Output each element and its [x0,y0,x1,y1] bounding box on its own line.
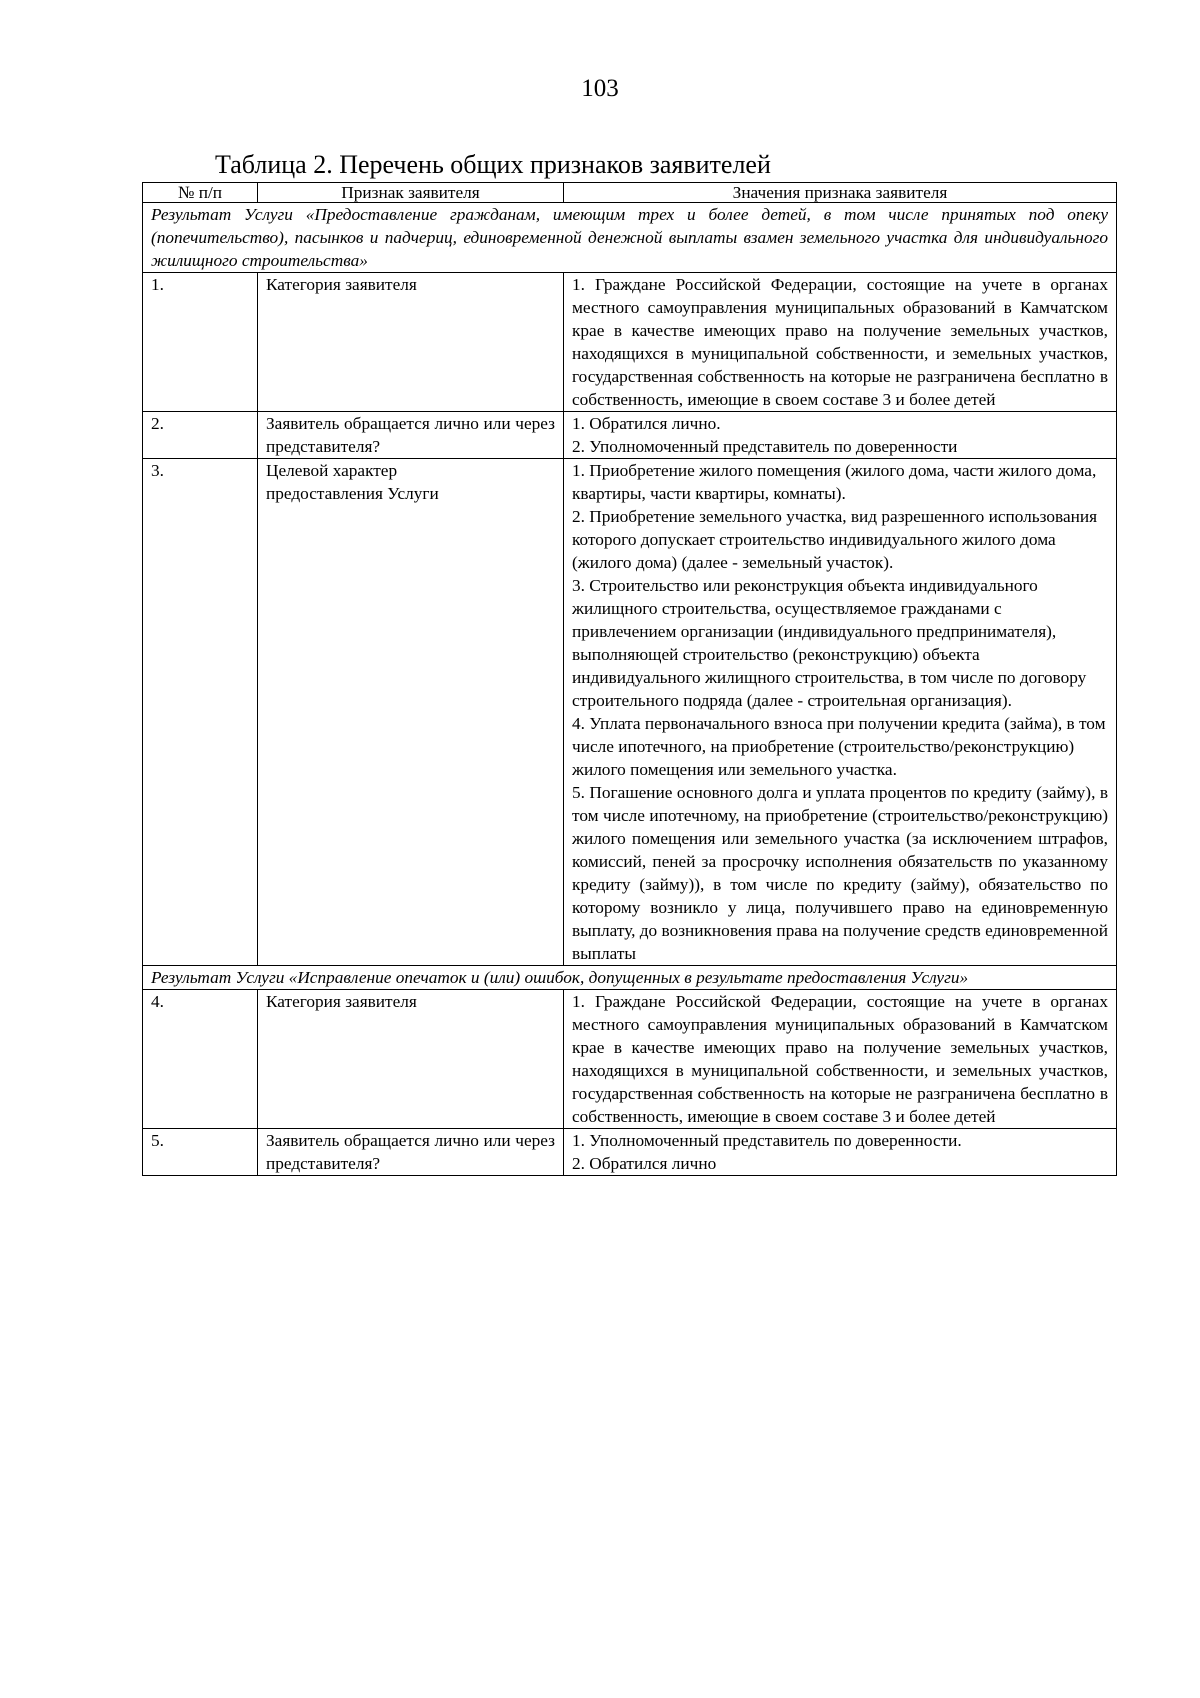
value-item: 2. Уполномоченный представитель по доверенности [572,437,958,456]
row-feature: Заявитель обращается лично или через представителя? [258,412,564,459]
row-number: 1. [143,273,258,412]
row-values [564,273,1117,412]
section-row [143,966,1117,990]
value-item: 1. Граждане Российской Федерации, состоящие на учете в органах местного самоуправления муниципальных образований в Камчатском крае в качестве имеющих право на получение земельных участков, находящихся в муниципальной собственности, и земельных участков, государственная собственность на которые не разграничена бесплатно в собственность, имеющие в своем составе 3 и более детей [572,275,1108,409]
table-row [143,990,1117,1129]
row-feature: Категория заявителя [258,990,564,1129]
header-number: № п/п [143,183,258,203]
row-feature [258,459,564,966]
row-values [564,990,1117,1129]
table-row [143,412,1117,459]
value-item: 3. Строительство или реконструкция объекта индивидуального жилищного строительства, осуществляемое гражданами с привлечением организации (индивидуального предпринимателя), выполняющей строительство (реконструкцию) объекта индивидуального жилищного строительства, в том числе по договору строительного подряда (далее - строительная организация). [572,576,1087,710]
row-number: 2. [143,412,258,459]
row-feature: Заявитель обращается лично или через представителя? [258,1129,564,1176]
value-item: 1. Обратился лично. [572,414,721,433]
page-number: 103 [581,75,619,102]
header-feature: Признак заявителя [258,183,564,203]
row-number: 5. [143,1129,258,1176]
table-row [143,459,1117,966]
value-item: 1. Граждане Российской Федерации, состоящие на учете в органах местного самоуправления муниципальных образований в Камчатском крае в качестве имеющих право на получение земельных участков, находящихся в муниципальной собственности, и земельных участков, государственная собственность на которые не разграничена бесплатно в собственность, имеющие в своем составе 3 и более детей [572,992,1108,1126]
applicant-features-table [142,182,1117,1176]
row-values [564,1129,1117,1176]
table-header-row [143,183,1117,203]
section-title: Результат Услуги «Предоставление гражданам, имеющим трех и более детей, в том числе принятых под опеку (попечительство), пасынков и падчериц, единовременной денежной выплаты взамен земельного участка для индивидуального жилищного строительства» [143,203,1117,273]
table-title: Таблица 2. Перечень общих признаков заявителей [215,150,771,179]
value-item: 4. Уплата первоначального взноса при получении кредита (займа), в том числе ипотечного, на приобретение (строительство/реконструкцию) жилого помещения или земельного участка. [572,714,1106,779]
row-feature-text: Целевой характер предоставления Услуги [266,461,439,503]
row-feature: Категория заявителя [258,273,564,412]
section-title: Результат Услуги «Исправление опечаток и (или) ошибок, допущенных в результате предоставления Услуги» [143,966,1117,990]
header-values: Значения признака заявителя [564,183,1117,203]
row-number: 3. [143,459,258,966]
row-values [564,412,1117,459]
row-number: 4. [143,990,258,1129]
value-item: 1. Уполномоченный представитель по доверенности. [572,1131,962,1150]
section-row [143,203,1117,273]
table-row [143,1129,1117,1176]
table-row [143,273,1117,412]
value-item: 5. Погашение основного долга и уплата процентов по кредиту (займу), в том числе ипотечному, на приобретение (строительство/реконструкцию) жилого помещения или земельного участка (за исключением штрафов, комиссий, пеней за просрочку исполнения обязательств по указанному кредиту (займу)), в том числе по кредиту (займу), обязательство по которому возникло у лица, получившего право на единовременную выплату, до возникновения права на получение средств единовременной выплаты [572,783,1108,963]
value-item: 2. Приобретение земельного участка, вид разрешенного использования которого допускает строительство индивидуального жилого дома (жилого дома) (далее - земельный участок). [572,507,1098,572]
row-values [564,459,1117,966]
value-item: 2. Обратился лично [572,1154,717,1173]
value-item: 1. Приобретение жилого помещения (жилого дома, части жилого дома, квартиры, части квартиры, комнаты). [572,461,1097,503]
